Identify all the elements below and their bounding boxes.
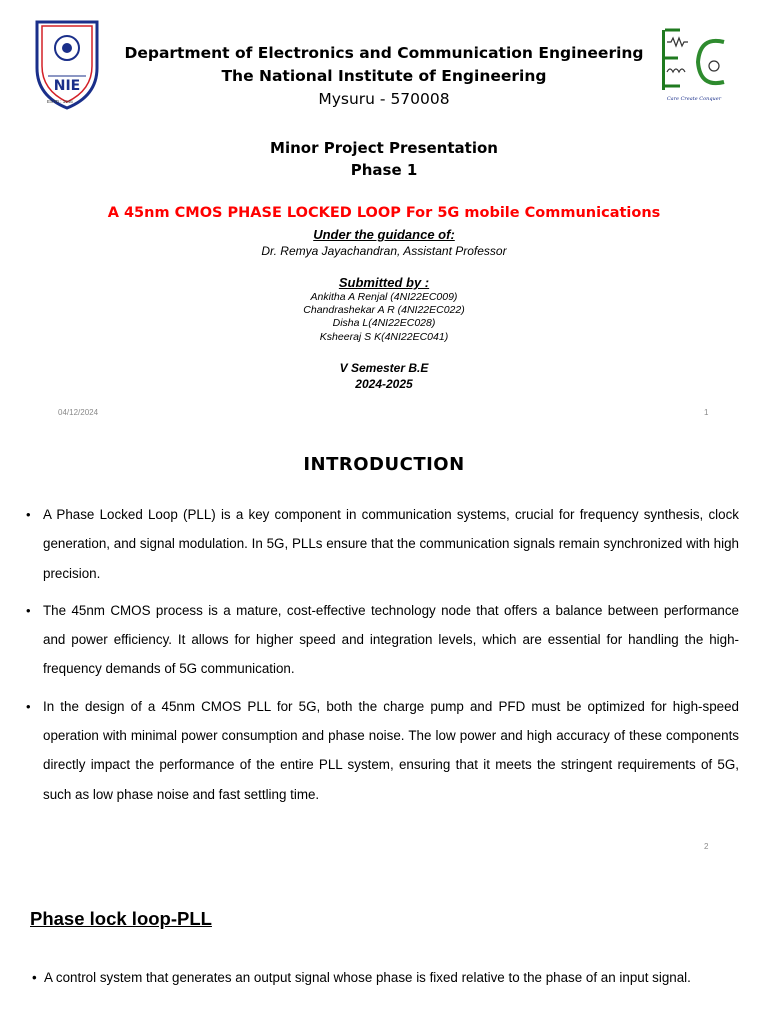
presentation-phase: Phase 1 (350, 161, 418, 179)
guidance-heading: Under the guidance of: (313, 227, 455, 242)
presentation-type (0, 137, 768, 181)
list-item: • The 45nm CMOS process is a mature, cost-effective technology node that offers a balance between performance and power efficiency. It allows for higher speed and integration levels, which are essential for handling the high-frequency demands of 5G communication. (26, 596, 739, 684)
nie-logo-text: NIE (53, 78, 81, 94)
pll-heading: Phase lock loop-PLL (30, 908, 212, 929)
list-item: • A Phase Locked Loop (PLL) is a key component in communication systems, crucial for frequency synthesis, clock generation, and signal modulation. In 5G, PLLs ensure that the communication signals remain synchronized with high precision. (26, 500, 739, 588)
institute-address: Mysuru - 570008 (318, 90, 450, 108)
department-name: Department of Electronics and Communication Engineering (124, 44, 644, 62)
ec-logo-tagline: Care Create Conquer (666, 96, 722, 102)
pll-bullet: • A control system that generates an output signal whose phase is fixed relative to the phase of an input signal. (32, 965, 724, 990)
member-list (0, 291, 768, 344)
slide-number: 2 (704, 842, 709, 851)
institute-name: The National Institute of Engineering (221, 67, 547, 85)
semester: V Semester B.E (339, 361, 429, 375)
member-item: Disha L(4NI22EC028) (332, 317, 436, 330)
introduction-heading: INTRODUCTION (303, 454, 465, 475)
slide-number: 1 (704, 408, 709, 417)
logo-estd: ESTD : 1946 (47, 99, 73, 104)
list-item: • In the design of a 45nm CMOS PLL for 5G, both the charge pump and PFD must be optimized for high-speed operation with minimal power consumption and phase noise. The low power and high accuracy of these components directly impact the performance of the entire PLL system, ensuring that it meets the stringent requirements of 5G, such as low phase noise and fast settling time. (26, 692, 739, 809)
slide-date: 04/12/2024 (58, 408, 99, 417)
member-item: Ksheeraj S K(4NI22EC041) (319, 330, 449, 343)
semester-info (0, 360, 768, 392)
project-title: A 45nm CMOS PHASE LOCKED LOOP For 5G mobile Communications (107, 205, 661, 221)
guide-name: Dr. Remya Jayachandran, Assistant Professor (261, 244, 507, 258)
introduction-bullets (26, 500, 739, 817)
academic-year: 2024-2025 (355, 377, 413, 391)
member-item: Chandrashekar A R (4NI22EC022) (303, 304, 465, 317)
submitted-heading: Submitted by : (338, 275, 430, 290)
presentation-title: Minor Project Presentation (270, 139, 498, 157)
department-header (0, 42, 768, 111)
member-item: Ankitha A Renjal (4NI22EC009) (310, 291, 458, 303)
